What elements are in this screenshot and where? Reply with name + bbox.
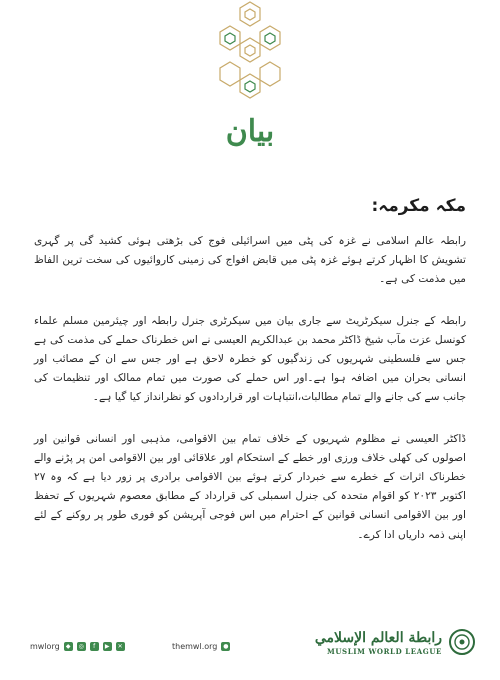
instagram-icon[interactable]: ◎	[78, 643, 84, 650]
paragraph-1: رابطہ عالم اسلامی نے غزہ کی پٹی میں اسرائیلی فوج کی بڑھتی ہوئی کشید گی پر گہری تشویش کا اظہار کرتے ہوئے غزہ پٹی میں قابض افواج کی زمینی کاروائیوں کی سخت ترین الفاظ میں مذمت کی ہے۔	[34, 235, 466, 286]
social-handles	[30, 642, 125, 651]
decorative-ornament	[214, 0, 286, 100]
youtube-icon[interactable]: ▶	[103, 642, 112, 651]
page-title: بیان	[225, 114, 275, 149]
mwl-logo	[315, 628, 476, 656]
footer	[0, 622, 500, 680]
facebook-icon[interactable]: f	[90, 642, 99, 651]
mwl-emblem-icon	[448, 628, 476, 656]
website	[172, 642, 230, 651]
website-link[interactable]: themwl.org	[172, 642, 218, 651]
statement-body	[34, 232, 466, 567]
social-handle-text: mwlorg	[30, 642, 60, 651]
snapchat-icon[interactable]: ◆	[64, 642, 73, 651]
logo-arabic-text: رابطة العالم الإسلامي	[314, 629, 442, 646]
logo-english-text: MUSLIM WORLD LEAGUE	[326, 646, 442, 656]
x-icon[interactable]: ✕	[117, 643, 123, 650]
paragraph-2: رابطہ کے جنرل سیکرٹریٹ سے جاری بیان میں سیکرٹری جنرل رابطہ اور چیئرمین مسلم علماء کونسل عزت مآب شیخ ڈاکٹر محمد بن عبدالکریم العیسی نے اس خطرناک حملے کی مذمت کی ہے جس سے فلسطینی شہریوں کی زندگیوں کو خطرہ لاحق ہے اور جس سے ان کے مصائب اور انسانی بحران میں اضافہ ہوا ہے۔اور اس حملے کی صورت میں تمام ممالک اور تنظیمات کی جانب سے کی جانے والے تمام مطالبات،انتباہات اور قراردادوں کو نظرانداز کیا گیا ہے۔	[34, 314, 466, 404]
paragraph-3: ڈاکٹر العیسی نے مظلوم شہریوں کے خلاف تمام بین الاقوامی، مذہبی اور انسانی قوانین اور اصولوں کی کھلی خلاف ورزی اور خطے کے استحکام اور علاقائی اور بین الاقوامی امن پر پڑنے والے خطرناک اثرات کے خطرے سے خبردار کرتے ہوئے بین الاقوامی برادری پر زور دیا ہے کہ وہ ۲۷ اکتوبر ۲۰۲۳ کو اقوام متحدہ کی جنرل اسمبلی کی قرارداد کے مطابق معصوم شہریوں کے تحفظ اور بین الاقوامی انسانی قوانین کے احترام میں اس فوجی آپریشن کو فوری طور پر روکنے کے لئے اپنی ذمہ داریاں ادا کرے۔	[34, 432, 466, 541]
globe-icon: ●	[223, 643, 229, 650]
dateline: مکہ مکرمہ:	[371, 196, 466, 216]
